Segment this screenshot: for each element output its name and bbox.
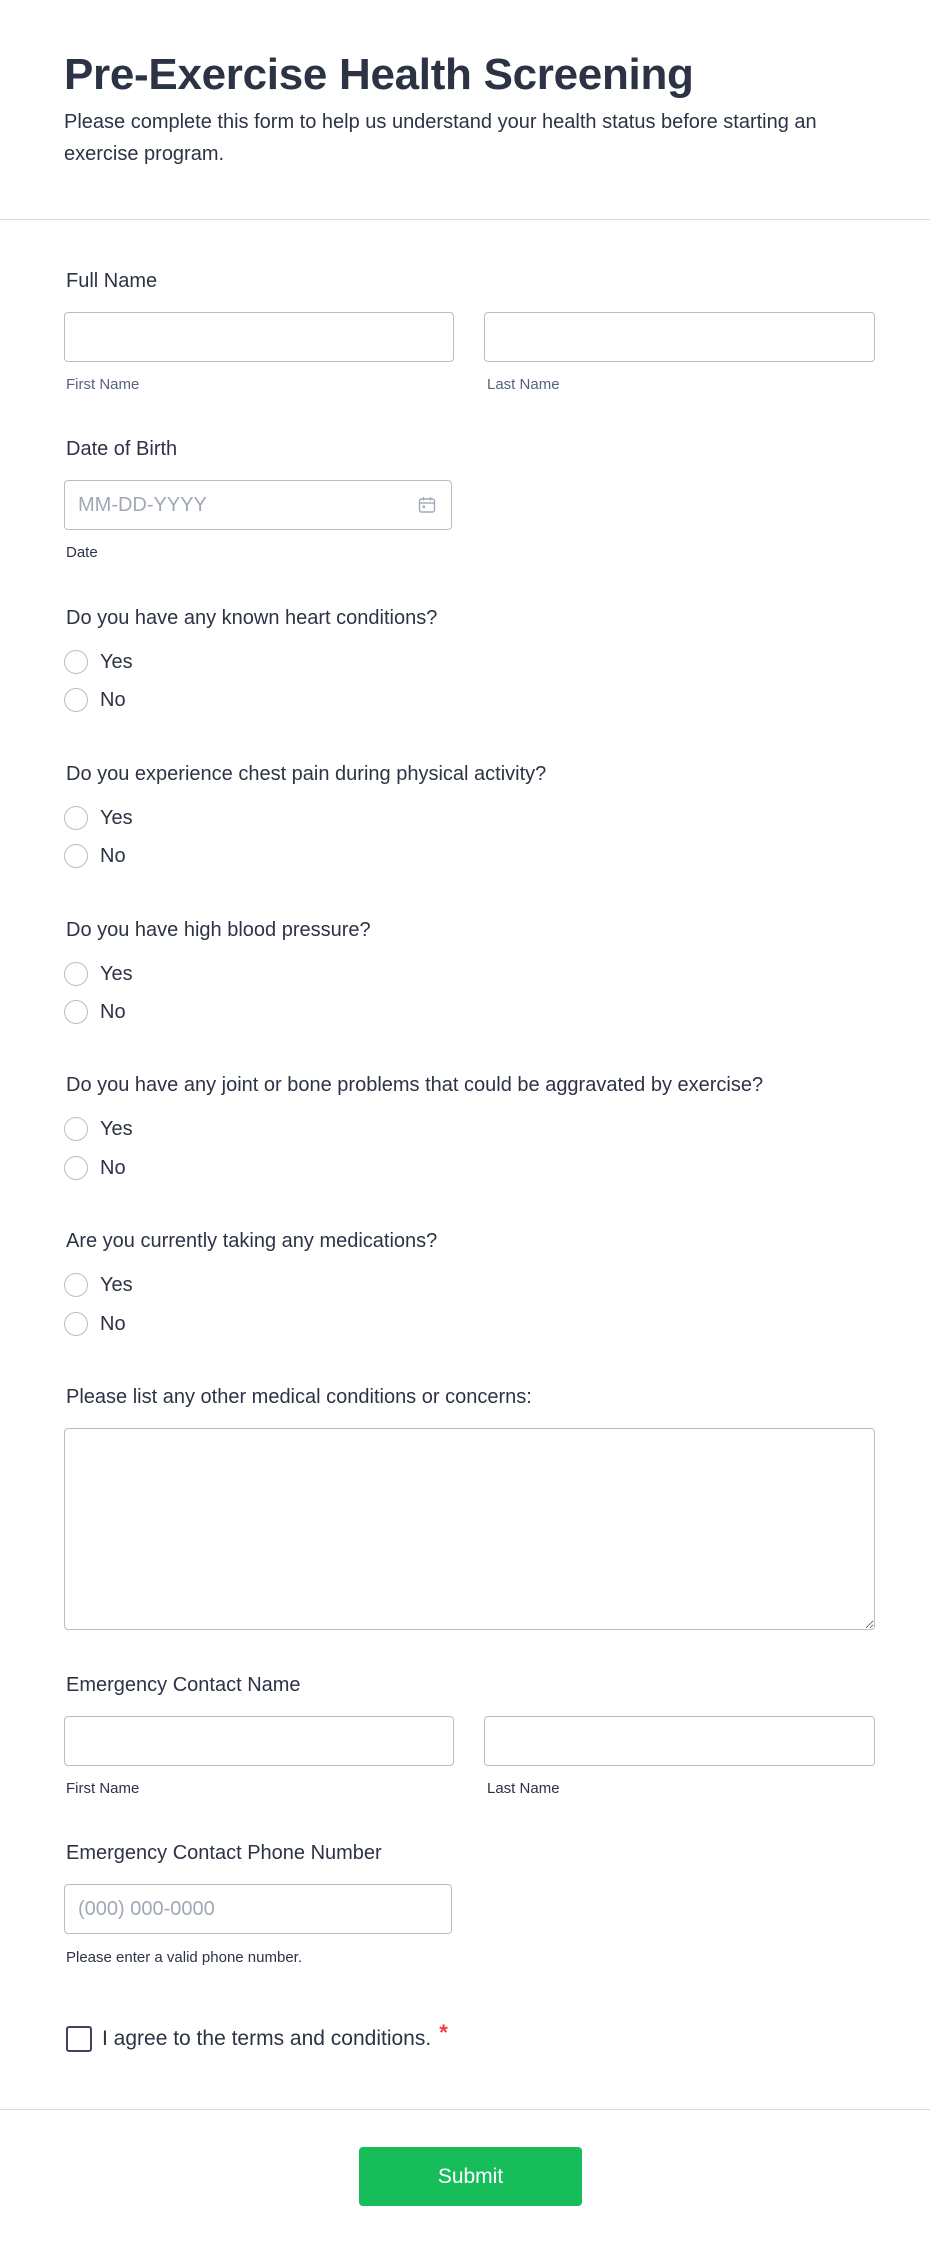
blood-pressure-no-option[interactable] xyxy=(64,998,126,1026)
chest-pain-no-option[interactable] xyxy=(64,842,126,870)
terms-checkbox[interactable] xyxy=(66,2026,92,2052)
chest-pain-yes-option[interactable] xyxy=(64,804,133,832)
radio-button[interactable] xyxy=(64,844,88,868)
dob-label: Date of Birth xyxy=(66,438,178,460)
radio-label: No xyxy=(100,1000,126,1023)
form-header xyxy=(0,0,930,220)
first-name-sublabel: First Name xyxy=(66,376,140,393)
radio-button[interactable] xyxy=(64,688,88,712)
radio-label: Yes xyxy=(100,1273,133,1296)
emergency-first-name-sublabel: First Name xyxy=(66,1780,140,1797)
calendar-icon[interactable] xyxy=(418,496,436,514)
emergency-first-name-input[interactable] xyxy=(64,1716,454,1766)
last-name-input[interactable] xyxy=(484,312,875,362)
emergency-phone-input[interactable] xyxy=(64,1884,452,1934)
question-blood-pressure: Do you have high blood pressure? xyxy=(66,919,371,941)
blood-pressure-yes-option[interactable] xyxy=(64,960,133,988)
radio-label: Yes xyxy=(100,650,133,673)
dob-sublabel: Date xyxy=(66,544,98,561)
question-heart-conditions: Do you have any known heart conditions? xyxy=(66,607,438,629)
terms-label: I agree to the terms and conditions. xyxy=(102,2027,432,2050)
radio-label: No xyxy=(100,1312,126,1335)
other-conditions-label: Please list any other medical conditions or concerns: xyxy=(66,1386,532,1408)
submit-button[interactable]: Submit xyxy=(359,2147,582,2206)
radio-label: No xyxy=(100,844,126,867)
emergency-phone-label: Emergency Contact Phone Number xyxy=(66,1842,382,1864)
radio-label: Yes xyxy=(100,962,133,985)
other-conditions-textarea[interactable] xyxy=(64,1428,875,1630)
joint-no-option[interactable] xyxy=(64,1154,126,1182)
question-joint-problems: Do you have any joint or bone problems that could be aggravated by exercise? xyxy=(66,1074,764,1096)
full-name-label: Full Name xyxy=(66,270,158,292)
radio-label: Yes xyxy=(100,1117,133,1140)
radio-label: Yes xyxy=(100,806,133,829)
radio-button[interactable] xyxy=(64,1312,88,1336)
radio-button[interactable] xyxy=(64,1156,88,1180)
radio-button[interactable] xyxy=(64,1000,88,1024)
emergency-last-name-input[interactable] xyxy=(484,1716,875,1766)
radio-button[interactable] xyxy=(64,1273,88,1297)
radio-button[interactable] xyxy=(64,806,88,830)
question-medications: Are you currently taking any medications? xyxy=(66,1230,438,1252)
radio-button[interactable] xyxy=(64,962,88,986)
first-name-input[interactable] xyxy=(64,312,454,362)
last-name-sublabel: Last Name xyxy=(487,376,560,393)
heart-yes-option[interactable] xyxy=(64,648,133,676)
radio-button[interactable] xyxy=(64,1117,88,1141)
page-title: Pre-Exercise Health Screening xyxy=(64,50,694,99)
dob-input[interactable] xyxy=(64,480,452,530)
footer-divider xyxy=(0,2109,930,2110)
terms-row[interactable] xyxy=(66,2020,448,2054)
radio-button[interactable] xyxy=(64,650,88,674)
joint-yes-option[interactable] xyxy=(64,1115,133,1143)
required-marker: * xyxy=(439,2020,448,2045)
radio-label: No xyxy=(100,1156,126,1179)
heart-no-option[interactable] xyxy=(64,686,126,714)
radio-label: No xyxy=(100,688,126,711)
medications-yes-option[interactable] xyxy=(64,1271,133,1299)
emergency-last-name-sublabel: Last Name xyxy=(487,1780,560,1797)
phone-helper-text: Please enter a valid phone number. xyxy=(66,1949,302,1966)
emergency-name-label: Emergency Contact Name xyxy=(66,1674,301,1696)
page-subtitle: Please complete this form to help us understand your health status before starting an exercise program. xyxy=(64,111,817,165)
question-chest-pain: Do you experience chest pain during physical activity? xyxy=(66,763,547,785)
medications-no-option[interactable] xyxy=(64,1310,126,1338)
